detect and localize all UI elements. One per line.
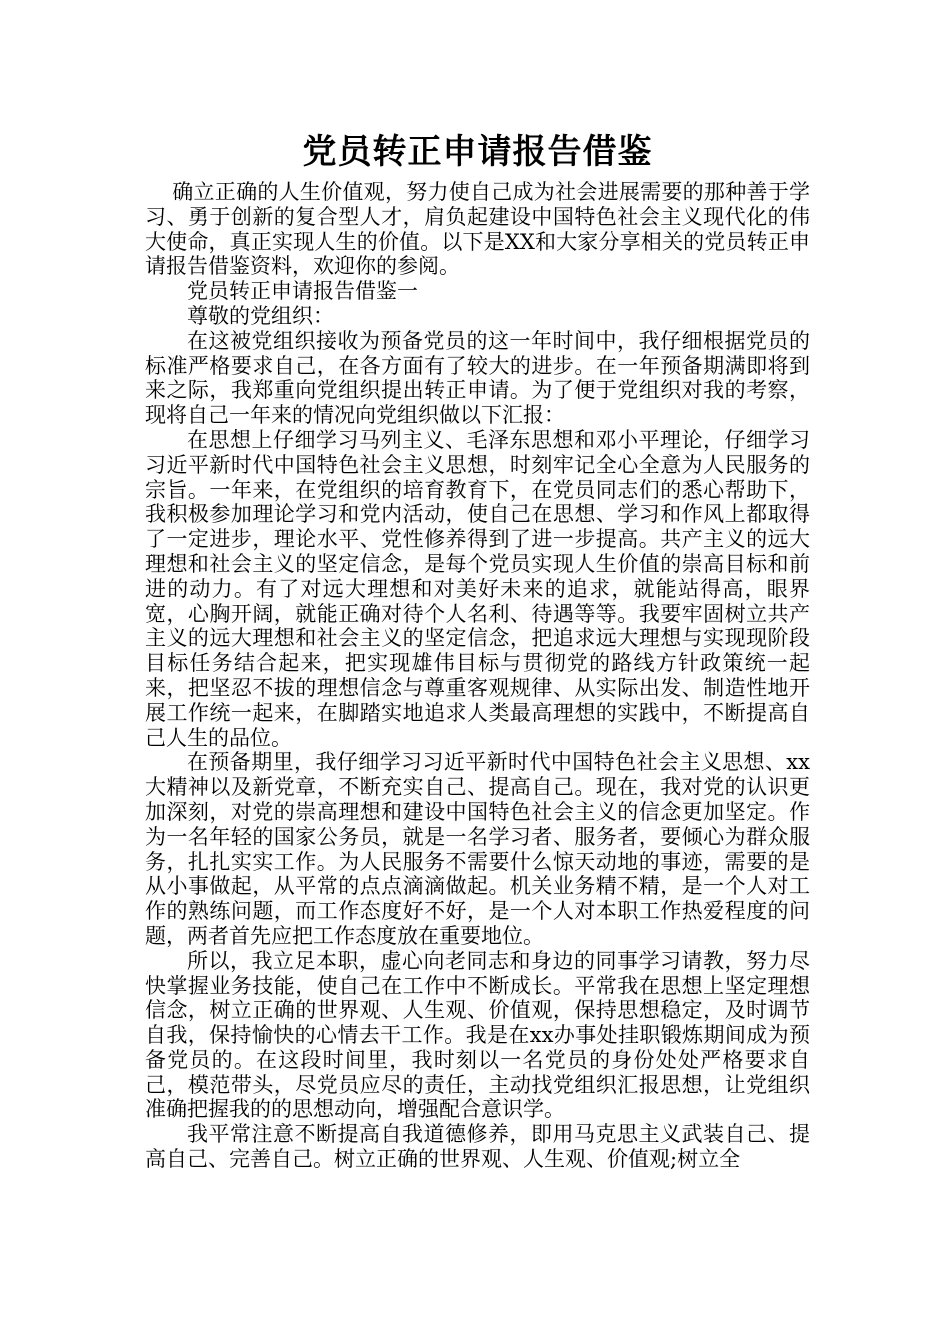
document-page: [145, 130, 810, 1172]
body-paragraph: 所以，我立足本职，虚心向老同志和身边的同事学习请教，努力尽快掌握业务技能，使自己在工作中不断成长。平常我在思想上坚定理想信念，树立正确的世界观、人生观、价值观，保持思想稳定，及时调节自我，保持愉快的心情去干工作。我是在xx办事处挂职锻炼期间成为预备党员的。在这段时间里，我时刻以一名党员的身份处处严格要求自己，模范带头，尽党员应尽的责任，主动找党组织汇报思想，让党组织准确把握我的的思想动向，增强配合意识学。: [145, 948, 810, 1122]
body-paragraph: 在这被党组织接收为预备党员的这一年时间中，我仔细根据党员的标准严格要求自己，在各方面有了较大的进步。在一年预备期满即将到来之际，我郑重向党组织提出转正申请。为了便于党组织对我的考察，现将自己一年来的情况向党组织做以下汇报：: [145, 328, 810, 428]
salutation: 尊敬的党组织：: [187, 303, 334, 328]
document-title: 党员转正申请报告借鉴: [302, 132, 653, 172]
body-paragraph: 在预备期里，我仔细学习习近平新时代中国特色社会主义思想、xx大精神以及新党章，不断充实自己、提高自己。现在，我对党的认识更加深刻，对党的崇高理想和建设中国特色社会主义的信念更加坚定。作为一名年轻的国家公务员，就是一名学习者、服务者，要倾心为群众服务，扎扎实实工作。为人民服务不需要什么惊天动地的事迹，需要的是从小事做起，从平常的点点滴滴做起。机关业务精不精，是一个人对工作的熟练问题，而工作态度好不好，是一个人对本职工作热爱程度的问题，两者首先应把工作态度放在重要地位。: [145, 750, 810, 948]
intro-paragraph: 确立正确的人生价值观，努力使自己成为社会进展需要的那种善于学习、勇于创新的复合型人才，肩负起建设中国特色社会主义现代化的伟大使命，真正实现人生的价值。以下是XX和大家分享相关的党员转正申请报告借鉴资料，欢迎你的参阅。: [145, 180, 810, 279]
body-paragraph: 我平常注意不断提高自我道德修养，即用马克思主义武装自己、提高自己、完善自己。树立正确的世界观、人生观、价值观;树立全: [145, 1122, 810, 1172]
section-heading: 党员转正申请报告借鉴一: [187, 279, 418, 304]
body-paragraph: 在思想上仔细学习马列主义、毛泽东思想和邓小平理论，仔细学习习近平新时代中国特色社会主义思想，时刻牢记全心全意为人民服务的宗旨。一年来，在党组织的培育教育下，在党员同志们的悉心帮助下，我积极参加理论学习和党内活动，使自己在思想、学习和作风上都取得了一定进步，理论水平、党性修养得到了进一步提高。共产主义的远大理想和社会主义的坚定信念，是每个党员实现人生价值的崇高目标和前进的动力。有了对远大理想和对美好未来的追求，就能站得高，眼界宽，心胸开阔，就能正确对待个人名利、待遇等等。我要牢固树立共产主义的远大理想和社会主义的坚定信念，把追求远大理想与实现现阶段目标任务结合起来，把实现雄伟目标与贯彻党的路线方针政策统一起来，把坚忍不拔的理想信念与尊重客观规律、从实际出发、制造性地开展工作统一起来，在脚踏实地追求人类最高理想的实践中，不断提高自己人生的品位。: [145, 427, 810, 750]
